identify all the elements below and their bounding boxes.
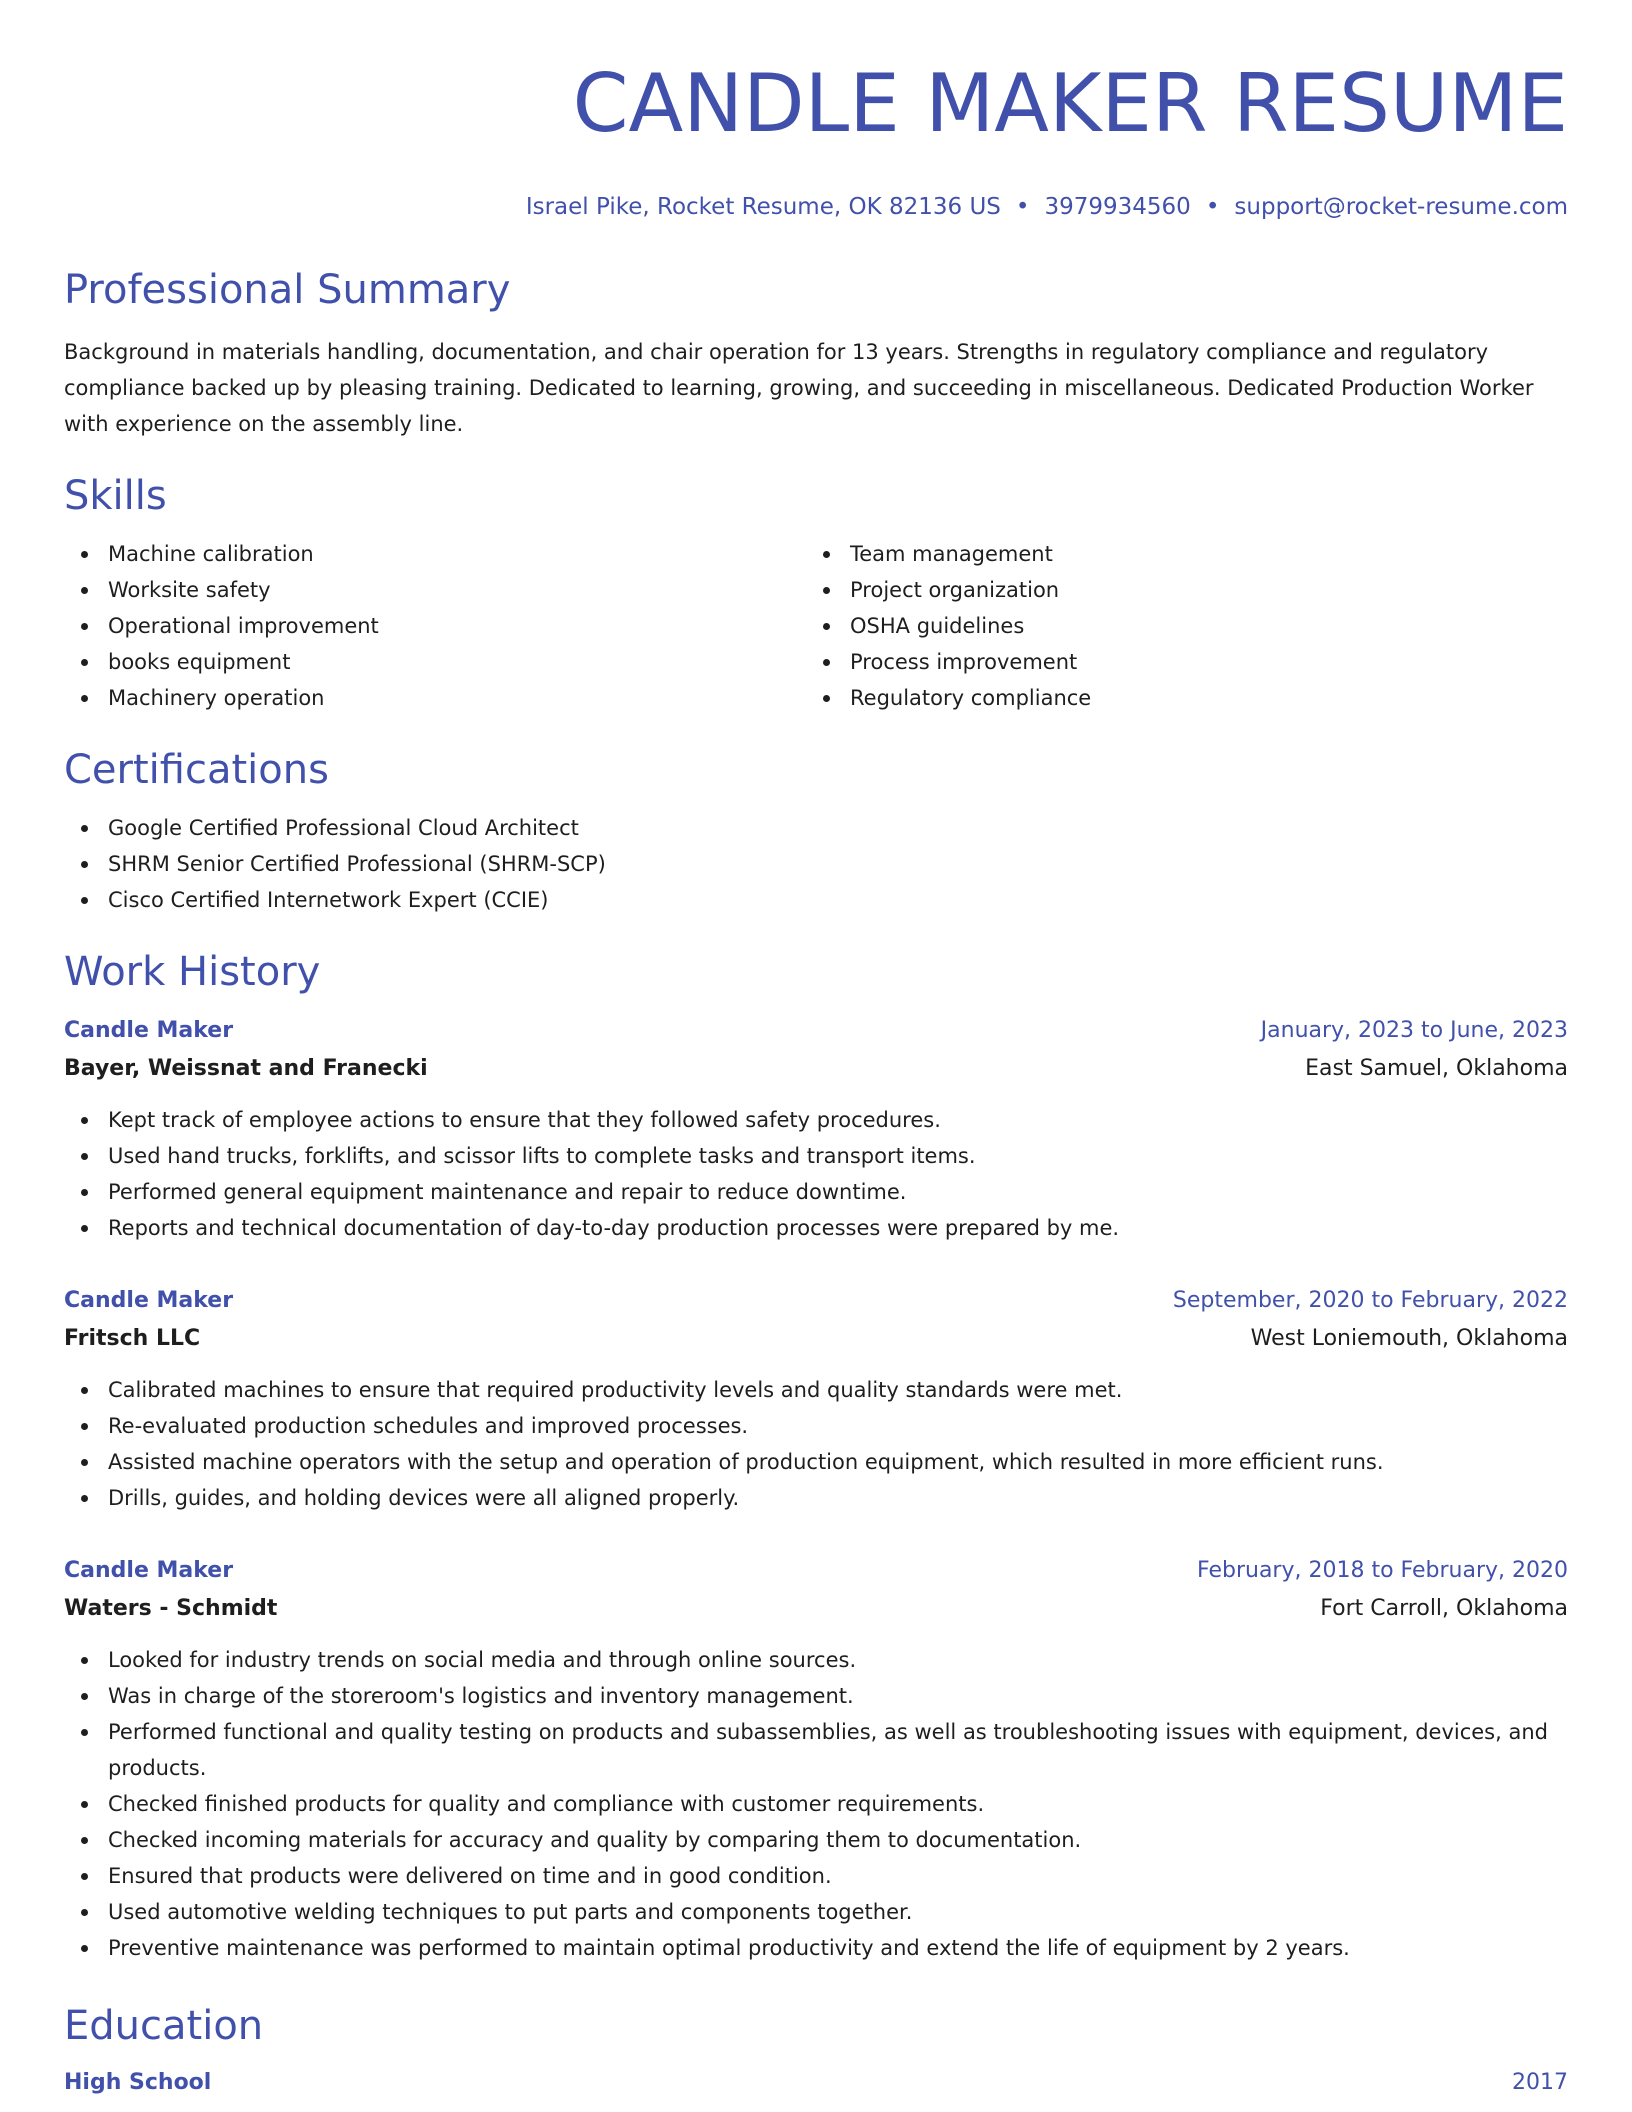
- resume-page: [64, 0, 1568, 2102]
- contact-address: Israel Pike, Rocket Resume, OK 82136 US: [525, 194, 1001, 220]
- skill-item: books equipment: [64, 644, 806, 680]
- job-entry: [64, 1282, 1568, 1516]
- skills-section: [64, 472, 1568, 716]
- job-bullets: [64, 1102, 1568, 1246]
- education-entry: [64, 2064, 1568, 2102]
- job-location: West Loniemouth, Oklahoma: [1250, 1326, 1568, 1351]
- work-history-heading: Work History: [64, 949, 321, 995]
- job-bullet: Kept track of employee actions to ensure that they followed safety procedures.: [64, 1102, 1568, 1138]
- job-bullet: Was in charge of the storeroom's logistics and inventory management.: [64, 1678, 1568, 1714]
- job-bullet: Re-evaluated production schedules and improved processes.: [64, 1408, 1568, 1444]
- certification-item: Google Certified Professional Cloud Architect: [64, 810, 1568, 846]
- skill-item: Machine calibration: [64, 536, 806, 572]
- job-company: Waters - Schmidt: [64, 1596, 278, 1621]
- skills-heading: Skills: [64, 473, 167, 519]
- education-degree: High School: [64, 2070, 212, 2095]
- certifications-heading: Certifications: [64, 747, 329, 793]
- job-title: Candle Maker: [64, 1018, 234, 1043]
- job-company-row: [64, 1320, 1568, 1358]
- job-bullets: [64, 1642, 1568, 1966]
- job-bullets: [64, 1372, 1568, 1516]
- skill-item: Project organization: [806, 572, 1548, 608]
- contact-separator: •: [1015, 194, 1030, 220]
- skill-item: Worksite safety: [64, 572, 806, 608]
- job-bullet: Calibrated machines to ensure that required productivity levels and quality standards were met.: [64, 1372, 1568, 1408]
- skills-list-right: [806, 536, 1548, 716]
- summary-text: Background in materials handling, documentation, and chair operation for 13 years. Strengths in regulatory compliance and regulatory compliance backed up by pleasing training. Dedicated to learning, growing, and succeeding in miscellaneous. Dedicated Production Worker with experience on the assembly line.: [64, 340, 1534, 436]
- job-bullet: Checked incoming materials for accuracy and quality by comparing them to documentation.: [64, 1822, 1568, 1858]
- job-bullet: Used automotive welding techniques to put parts and components together.: [64, 1894, 1568, 1930]
- job-dates: September, 2020 to February, 2022: [1172, 1288, 1568, 1313]
- certifications-list: [64, 810, 1568, 918]
- job-entry: [64, 1552, 1568, 1966]
- contact-email: support@rocket-resume.com: [1234, 194, 1568, 220]
- job-header-row: [64, 1282, 1568, 1320]
- job-title: Candle Maker: [64, 1558, 234, 1583]
- skill-item: OSHA guidelines: [806, 608, 1548, 644]
- job-bullet: Looked for industry trends on social media and through online sources.: [64, 1642, 1568, 1678]
- job-bullet: Performed functional and quality testing on products and subassemblies, as well as troubleshooting issues with equipment, devices, and products.: [64, 1714, 1568, 1786]
- job-dates: February, 2018 to February, 2020: [1197, 1558, 1568, 1583]
- skills-columns: [64, 536, 1568, 716]
- job-title: Candle Maker: [64, 1288, 234, 1313]
- education-heading: Education: [64, 2003, 264, 2049]
- skill-item: Process improvement: [806, 644, 1548, 680]
- job-bullet: Checked finished products for quality and compliance with customer requirements.: [64, 1786, 1568, 1822]
- certification-item: SHRM Senior Certified Professional (SHRM-SCP): [64, 846, 1568, 882]
- job-bullet: Ensured that products were delivered on time and in good condition.: [64, 1858, 1568, 1894]
- job-header-row: [64, 1552, 1568, 1590]
- job-bullet: Preventive maintenance was performed to maintain optimal productivity and extend the life of equipment by 2 years.: [64, 1930, 1568, 1966]
- job-header-row: [64, 1012, 1568, 1050]
- job-location: Fort Carroll, Oklahoma: [1320, 1596, 1568, 1621]
- skill-item: Regulatory compliance: [806, 680, 1548, 716]
- certification-item: Cisco Certified Internetwork Expert (CCIE): [64, 882, 1568, 918]
- resume-title: CANDLE MAKER RESUME: [572, 57, 1568, 150]
- job-bullet: Assisted machine operators with the setup and operation of production equipment, which resulted in more efficient runs.: [64, 1444, 1568, 1480]
- job-company: Fritsch LLC: [64, 1326, 201, 1351]
- work-history-section: [64, 948, 1568, 1966]
- contact-line: [64, 192, 1568, 222]
- job-bullet: Performed general equipment maintenance and repair to reduce downtime.: [64, 1174, 1568, 1210]
- job-bullet: Reports and technical documentation of day-to-day production processes were prepared by me.: [64, 1210, 1568, 1246]
- summary-section: [64, 266, 1568, 442]
- job-bullet: Drills, guides, and holding devices were all aligned properly.: [64, 1480, 1568, 1516]
- job-dates: January, 2023 to June, 2023: [1260, 1018, 1568, 1043]
- skill-item: Team management: [806, 536, 1548, 572]
- certifications-section: [64, 746, 1568, 918]
- contact-separator: •: [1205, 194, 1220, 220]
- job-company-row: [64, 1050, 1568, 1088]
- skills-list-left: [64, 536, 806, 716]
- job-company-row: [64, 1590, 1568, 1628]
- skill-item: Operational improvement: [64, 608, 806, 644]
- skill-item: Machinery operation: [64, 680, 806, 716]
- education-section: [64, 2002, 1568, 2102]
- education-year: 2017: [1512, 2070, 1568, 2095]
- summary-heading: Professional Summary: [64, 267, 511, 313]
- job-entry: [64, 1012, 1568, 1246]
- job-company: Bayer, Weissnat and Franecki: [64, 1056, 428, 1081]
- job-bullet: Used hand trucks, forklifts, and scissor lifts to complete tasks and transport items.: [64, 1138, 1568, 1174]
- job-location: East Samuel, Oklahoma: [1305, 1056, 1568, 1081]
- contact-phone: 3979934560: [1044, 194, 1191, 220]
